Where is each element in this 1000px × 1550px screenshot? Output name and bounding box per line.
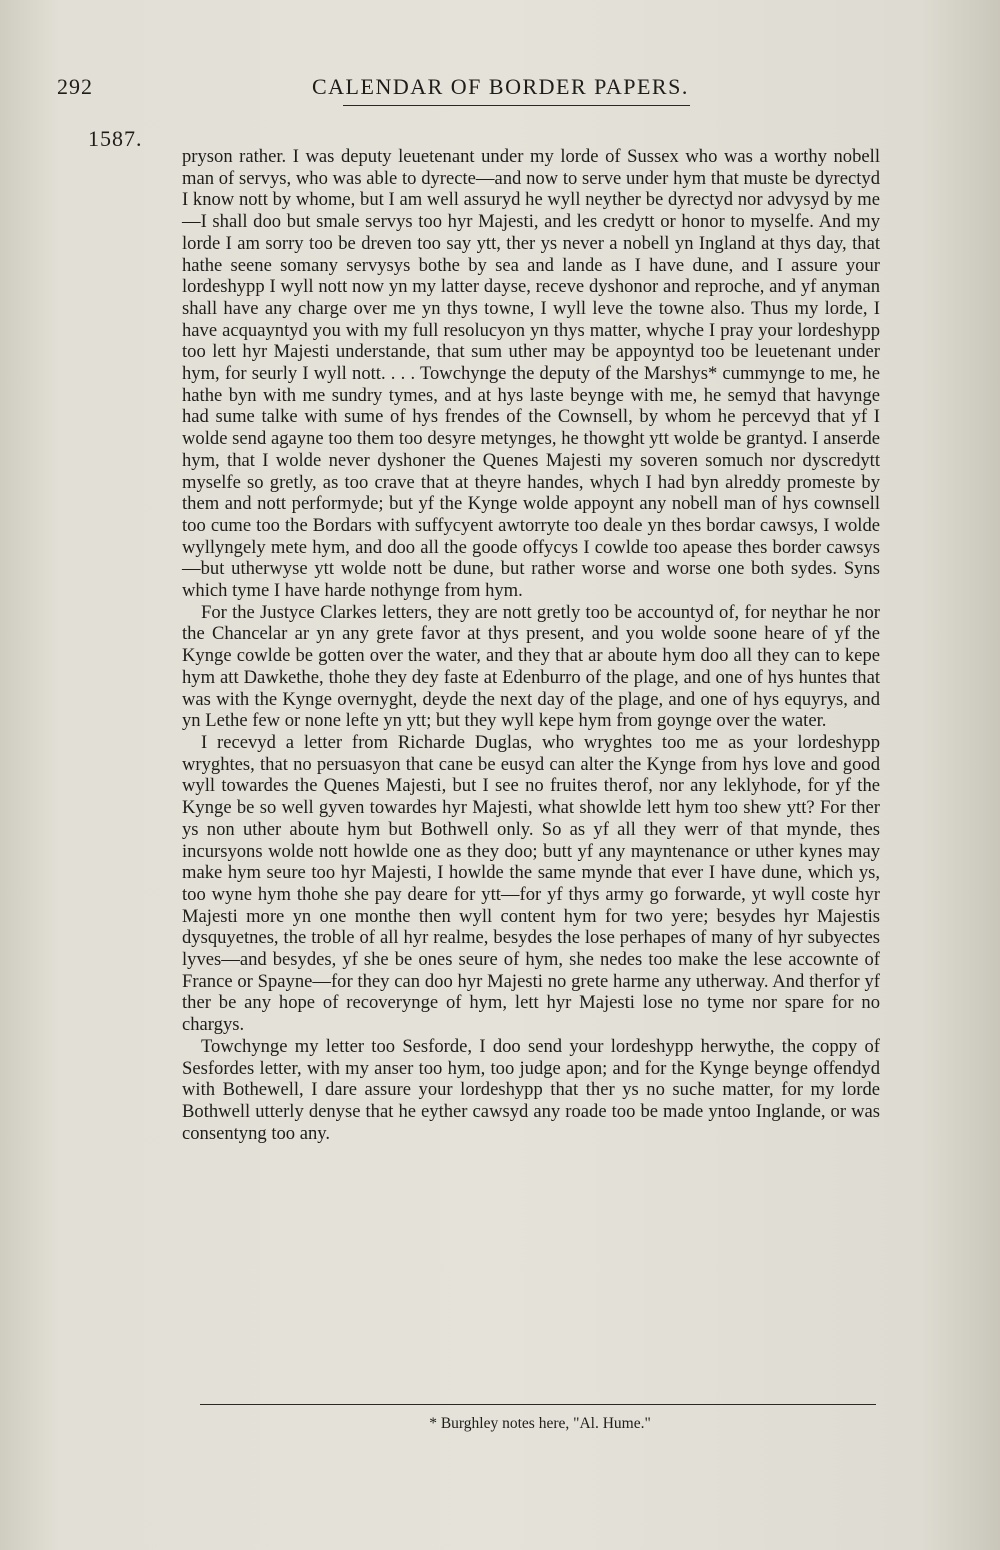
running-title: CALENDAR OF BORDER PAPERS. bbox=[312, 74, 689, 99]
page-number: 292 bbox=[57, 74, 93, 99]
paragraph: For the Justyce Clarkes letters, they are nott gretly too be accountyd of, for neythar he nor the Chancelar ar yn any grete favor at thys present, and you wolde soone heare of yf the Kynge cowlde be gotten over the water, and they that ar aboute hym doo all they can to kepe hym att Dawkethe, thohe they dey faste at Edenburro of the plage, and one of hys huntes that was with the Kynge overnyght, deyde the next day of the plage, and one of hys equyrys, and yn Lethe few or none lefte yn ytt; but they wyll kepe hym from goynge over the water. bbox=[182, 601, 880, 732]
footnote bbox=[0, 1415, 1000, 1433]
page-header bbox=[0, 68, 1000, 108]
footnote-rule bbox=[200, 1404, 876, 1405]
paragraph: pryson rather. I was deputy leuetenant under my lorde of Sussex who was a worthy nobell man of servys, who was able to dyrecte—and now to serve under hym that muste be dyrectyd I know nott by whome, but I am well assuryd he wyll neyther be dyrectyd nor advysyd by me—I shall doo but smale servys too hyr Majesti, and les credytt or honor to myselfe. And my lorde I am sorry too be dreven too say ytt, ther ys never a nobell yn Ingland at thys day, that hathe seene somany servysys bothe by sea and lande as I have dune, and I assure your lordeshypp I wyll nott now yn my latter dayse, receve dyshonor and reproche, and yf anyman shall have any charge over me yn thys towne, I wyll leve the towne also. Thus my lorde, I have acquayntyd you with my full resolucyon yn thys matter, whyche I pray your lordeshypp too lett hyr Majesti understande, that sum uther may be appoyntyd too be leuetenant under hym, for seurly I wyll nott. . . . Towchynge the deputy of the Marshys* cummynge to me, he hathe byn with me sundry tymes, and at hys laste beynge with me, he semyd that havynge had sume talke with sume of hys frendes of the Cownsell, by whom he percevyd that yf I wolde send agayne too them too desyre metynges, he thowght ytt wolde be grantyd. I anserde hym, that I wolde never dyshoner the Quenes Majesti my soveren somuch nor dyscredytt myselfe so gretly, as too crave that at theyre handes, whych I had byn alreddy promeste by them and nott performyde; but yf the Kynge wolde appoynt any nobell man of hys cownsell too cume too the Bordars with suffycyent awtorryte too deale yn thes bordar cawsys, I wolde wyllyngely mete hym, and doo all the goode offycys I cowlde too apease thes border cawsys—but utherwyse ytt wolde nott be dune, but rather worse and worse one both sydes. Syns which tyme I have harde nothynge from hym. bbox=[182, 146, 880, 602]
paragraph: I recevyd a letter from Richarde Duglas, who wryghtes too me as your lordeshypp wryghtes, that no persuasyon that cane be eusyd can alter the Kynge from hys love and good wyll towardes the Quenes Majesti, but I see no fruites therof, nor any leklyhode, for yf the Kynge be so well gyven towardes hyr Majesti, what showlde lett hym too shew ytt? For ther ys non uther aboute hym but Bothwell only. So as yf all they werr of that mynde, thes incursyons wolde nott howlde one as they doo; butt yf any mayntenance or uther kynes may make hym seure too hyr Majesti, I howlde the same mynde that ever I have dune, which ys, too wyne hym thohe she pay deare for ytt—for yf thys army go forwarde, yt wyll coste hyr Majesti more yn one monthe then wyll content hym for two yere; besydes hyr Majestis dysquyetnes, the troble of all hyr realme, besydes the lose perhapes of many of hyr subyectes lyves—and besydes, yf she be ones seure of hym, she nedes too make the lese accownte of France or Spayne—for they can doo hyr Majesti no grete harme any utherway. And therfor yf ther be any hope of recoverynge of hym, lett hyr Majesti lose no tyme nor spare for no chargys. bbox=[182, 731, 880, 1036]
footnote-text: * Burghley notes here, "Al. Hume." bbox=[429, 1415, 651, 1432]
paragraph: Towchynge my letter too Sesforde, I doo send your lordeshypp herwythe, the coppy of Sesfordes letter, with my anser too hym, too judge apon; and for the Kynge beynge offendyd with Bothewell, I dare assure your lordeshypp that ther ys no suche matter, for my lorde Bothwell utterly denyse that he eyther cawsyd any roade too be made yntoo Inglande, or was consentyng too any. bbox=[182, 1035, 880, 1144]
body-text bbox=[182, 146, 880, 1144]
year-marginal-note: 1587. bbox=[88, 126, 143, 151]
title-rule bbox=[343, 105, 690, 106]
